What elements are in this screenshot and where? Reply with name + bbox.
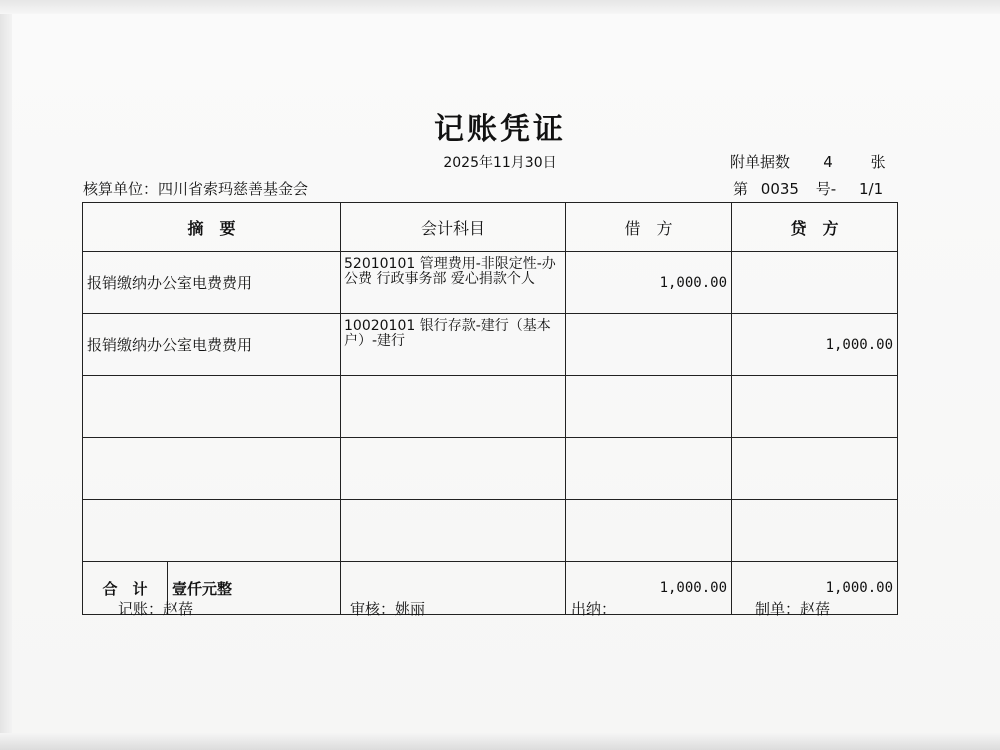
row-debit [566, 376, 732, 438]
table-row [83, 314, 898, 376]
row-summary: 报销缴纳办公室电费费用 [83, 314, 341, 376]
voucher-number-value: 0035 [760, 180, 799, 198]
row-debit [566, 314, 732, 376]
table-row [83, 376, 898, 438]
row-credit [732, 376, 898, 438]
row-credit [732, 500, 898, 562]
scan-edge-top [0, 0, 1000, 14]
voucher-number [733, 178, 883, 199]
voucher-title: 记账凭证 [434, 112, 566, 147]
table-row [83, 438, 898, 500]
voucher-date: 2025年11月30日 [443, 155, 557, 171]
header-debit: 借 方 [566, 203, 732, 252]
row-debit: 1,000.00 [566, 252, 732, 314]
total-amount-words: 壹仟元整 [172, 579, 233, 598]
row-summary [83, 376, 341, 438]
row-summary: 报销缴纳办公室电费费用 [83, 252, 341, 314]
unit-label: 核算单位： [83, 180, 159, 198]
row-account [341, 500, 566, 562]
row-debit [566, 500, 732, 562]
header-row [83, 203, 898, 252]
row-debit [566, 438, 732, 500]
row-account: 10020101 银行存款-建行（基本户）-建行 [341, 314, 566, 376]
accounting-unit [83, 178, 308, 199]
signature-preparer: 制单：赵蓓 [755, 600, 831, 618]
row-credit [732, 438, 898, 500]
row-credit: 1,000.00 [732, 314, 898, 376]
total-credit: 1,000.00 [732, 562, 898, 615]
voucher-prefix: 第 [733, 180, 749, 198]
header-credit: 贷 方 [732, 203, 898, 252]
signature-reviewer: 审核：姚丽 [350, 600, 426, 618]
voucher-table [82, 202, 898, 615]
voucher-page: 1/1 [858, 180, 884, 198]
attachment-unit: 张 [870, 153, 886, 171]
voucher-suffix: 号- [815, 180, 837, 198]
total-label: 合 计 [83, 562, 168, 614]
header-account: 会计科目 [341, 203, 566, 252]
table-row [83, 252, 898, 314]
row-account [341, 438, 566, 500]
attachment-number: 4 [823, 153, 833, 171]
scan-edge-bottom [0, 733, 1000, 750]
attachment-label: 附单据数 [730, 153, 791, 171]
table-row [83, 500, 898, 562]
row-credit [732, 252, 898, 314]
row-summary [83, 438, 341, 500]
signature-cashier: 出纳： [571, 600, 617, 618]
total-debit: 1,000.00 [566, 562, 732, 615]
row-account [341, 376, 566, 438]
header-summary: 摘 要 [83, 203, 341, 252]
unit-name: 四川省索玛慈善基金会 [158, 180, 309, 198]
attachment-count [730, 151, 886, 172]
signature-bookkeeper: 记账：赵蓓 [118, 600, 194, 618]
row-account: 52010101 管理费用-非限定性-办公费 行政事务部 爱心捐款个人 [341, 252, 566, 314]
row-summary [83, 500, 341, 562]
